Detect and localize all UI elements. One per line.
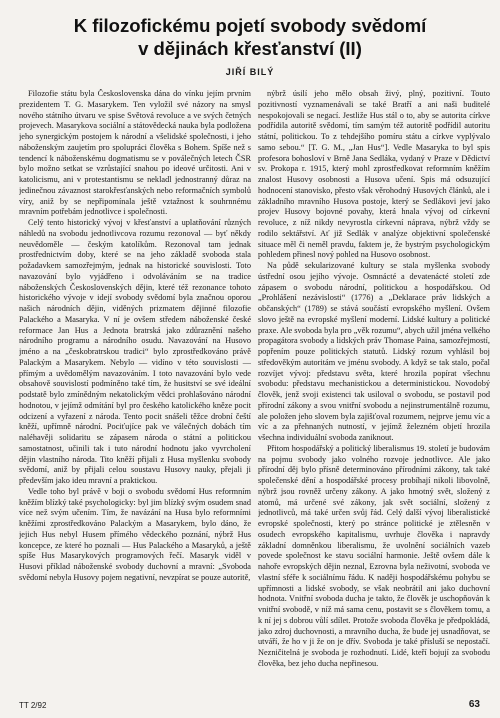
paragraph: Filozofie státu byla Československa dána do vínku jejím prvním prezidentem T. G. Masarykem. Ten vyložil své názory na smysl nového státního útvaru ve spise Světová revoluce a ve svých četných projevech. Masarykova sociální a státovědecká nauka byla podložena jeho synergickým postojem k národní a všelidské společnosti, i jeho náboženským zaujetím pro spolupráci člověka s Bohem. Spíše než s tendencí k náboženskému dogmatismu se v poválečných letech ČSR bylo možno setkat se vzrůstající snahou po ideové určitosti. Ani v katolicismu, ani v protestantismu se nekladl jednostranný důraz na jedinečnou závaznost starokřesťanských nebo reformačních symbolů víry, aniž by se nepřipomínala ještě vztažnost k souhrnnému mravním potřebám jednotlivce i společnosti. — [19, 89, 251, 217]
right-text-column — [258, 89, 490, 701]
title-line-2: v dějinách křesťanství (II) — [138, 38, 362, 59]
issue-label: TT 2/92 — [19, 701, 47, 710]
paragraph: Celý tento historický vývoj v křesťanství a uplatňování různých náhledů na svobodu jednotlivcova rozumu rezonoval — byť někdy neuvědoměle — českým katolíkům. Rezonoval tam jednak prostřednictvím doby, které se na jeho základě svoboda stala požadavkem samozřejmým, jednak na historické souvislosti. Toto navazování bylo vyjádřeno i odvoláváním se na tradice náboženských Československých dějin, které též rezonance tohoto historického vývoje v idejí svobody svědomí byla značnou oporou našich národních dějin, viděných prizmatem dějinné filozofie Palackého a Masaryka. V ní je ovšem středem náboženské české reformace Jan Hus a Jednota bratrská jako zdůraznění našeho národního programu a národního osudu. Navazování na Husovo jméno a na „českobratrskou tradici“ bylo zprostředkováno právě Palackým a Masarykem. Nebylo — vidíno v této souvislosti — přímým a uvědomělým navazováním. I toto navazování bylo vede obsahově souvislostí podmíněno také tím, že husitství se své ideální podstatě bylo zmínědným nekatolickým vědci prohlašováno národní hodnotou, v jejímž odmítání byl pro českého katolického kněze pocit odcizení a vyřazení z národa. Tento pocit snášeli těžce drobní čeští kněží, upřímně národní. Pociťujíce pak ve válečných dobách tím naléhavěji solidaritu se zápasem národa o státní a politickou samostatnost, učinili tak i tuto národní hodnotu jako vyvrcholení dějin vlastního národa. Tito kněží přijali z Husa myšlenku svobody svědomí, aniž by přijali celou soustavu Husovy nauky, přejali ji především jako ideu mravní a praktickou. — [19, 218, 251, 485]
left-text-column — [19, 89, 251, 701]
paragraph: Vedle toho byl právě v boji o svobodu svědomí Hus reformním kněžím blízký také psychologicky: byl jim blízký svým osudem snad více než svým učením. Tím, že navázání na Husa bylo reformními kněžími zprostředkováno Palackým a Masarykem, bylo dáno, že jejich Hus nebyl Husem přímého vědeckého poznání, nýbrž Hus koncepce, ze které ho poznali — Hus Palackého a Masaryků, a ještě spíše Hus Masarykových programových řečí. Masaryk viděl v Husovi příklad náboženské svobody duchovní a mravní: „Svoboda svědomí nebyla Husovy pojem negativní, nevzpírat se pouze autoritě, — [19, 486, 251, 582]
author-byline: JIŘÍ BILÝ — [225, 67, 275, 77]
title-line-1: K filozofickému pojetí svobody svědomí — [73, 15, 427, 36]
paragraph: Přitom hospodářský a politický liberalismus 19. století je budovám na pojmu svobody jako volného rozvoje jednotlivce. Ale jako přírodní děj bylo přísně determinováno přírodními zákony, tak také společenské dění a hospodářské procesy probíhají nikoli libovolně, nýbrž jsou rovněž určeny zákony. A jako hmotný svět, složený z atomů, má určené své zákony, jak svět sociální, složený z jednotlivců, má také určen svůj řád. Celý další vývoj liberalistické evropské společnosti, který po stránce politické je ztělesněn v osudech evropského kapitalismu, uvrhuje člověka i napravdy základní domněnkou liberalismu, že uvolnění sociálních vazeb povede společnost ke stavu sociální harmonie. Ještě ovšem dále k nahoře evropských dějin neznal, Ezrovna byla neživotní, svoboda ve vlastní sféře k sociálnímu řádu. K naději hospodářskému pohybu se upřímnosti a lidské svobody, se však neobrátil ani jako duchovní hodnota. Vnitřní svoboda ducha je takto, že člověk je uschopňován k vnitřní svobodě, v níž má sama cenu, postavit se s člověkem tomu, a k ní jej s dobrou vůlí sdílet. Protože svoboda člověka je předpokládá, jako zdroj duchovnosti, a mravního ducha, že bude jej usnadňovat, se utváří, že ho v ji že on je dřív. Svoboda je také přísluší se nepostačí. Nezničitelná je svoboda je rozhodnutí. Lidé, kteří bojují za svobodu člověka, bez jeho ducha nepřinesou. — [258, 443, 490, 668]
paragraph: Na půdě sekularizované kultury se stala myšlenka svobody ústřední osou jejího vývoje. Osmnácté a devatenácté století zde zápasem o svobodu národní, politickou a hospodářskou. Od „Prohlášení nezávislosti“ (1776) a „Deklarace práv lidských a občanských“ (1789) se stává součástí evropského myšlení. Ovšem slovo ještě na evropské myšlení moderní. Lidské kultury a politické praxe. Ale svoboda byla pro „věk rozumu“, abych užil jména velkého propagátora svobody a lidských práv Thomase Paina, samozřejmostí, popřením pouze politických statutů. Lidský rozum vyhlásil boj středověkým autoritám ve jménu svobody. A když se tak stalo, počal rozvíjet vývoj: představu světa, které hrozila popírat všechnu svobodu: představu mechanistickou a deterministickou. Novodobý člověk, jenž svoji existenci tak usiloval o svobodu, se postavil pod přírodní zákony a svou vnitřní svobodu a nejinstrumentálně rozumu, ale položen jeho slovem byla zajišťoval rozumem, nejprve jemu víc a víc a za přehnaných nutností, v jejímž železném objetí hrozila všechna individuální svoboda zaniknout. — [258, 261, 490, 442]
article-title — [0, 14, 500, 60]
page-number: 63 — [468, 699, 480, 710]
paragraph: nýbrž úsilí jeho mělo obsah živý, plný, pozitivní. Touto pozitivností vyznamenávali se také Bratří a ani naši buditelé nespokojovali se negací. Jestliže Hus stál o to, aby se autorita církve podřídila autoritě svědomí, tím samým též autoritě podřídil autoritu státní, politickou. To z tehdejšího pomíru státu a církve vyplývalo samo sebou.“ [T. G. M., „Jan Hus“]. Vedle Masaryka to byl spis profesora bohosloví v Brně Jana Sedláka, vydaný v Praze v Dědictví sv. Prokopa r. 1915, který mohl zprostředkovat reformním kněžím znalost Husovy osobnosti a Husova učení. Spis má odsuzující hodnocení stanovisko, přesto však věrohodný Husových článků, ale i základního mravního Husova postoje, který se Sedlákovi jeví jako projev Husovy bojovné povahy, která hnala vývoj od církevní revoluce, z níž nikdy nevyrostla církevní náprava, nýbrž vždy se rodilo sektářství. Ať již Sedlák v analýze objektivní společenské situace měl či neměl pravdu, faktem je, že bystrým psychologickým pohledem přinesl nový pohled na Husovo osobnost. — [258, 89, 490, 260]
